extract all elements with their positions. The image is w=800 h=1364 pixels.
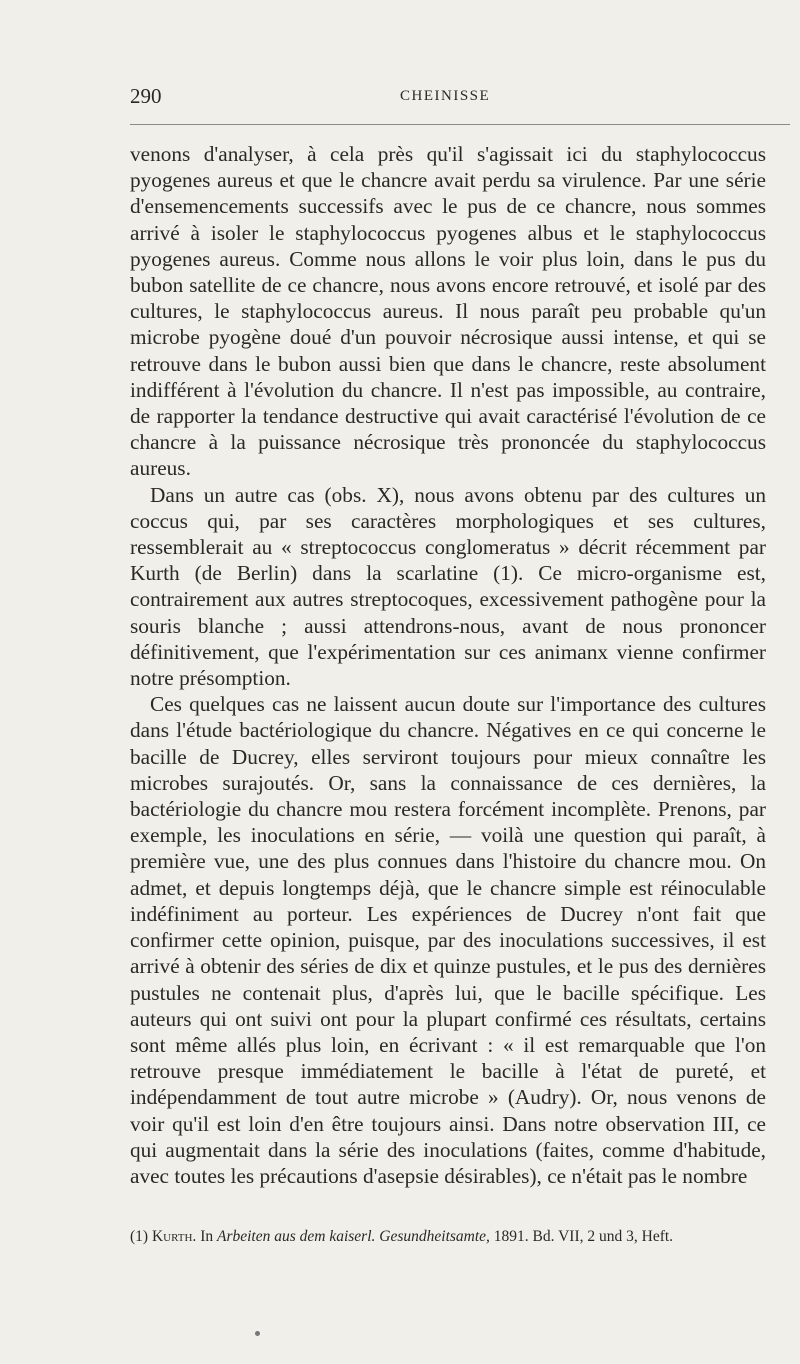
page-number: 290 xyxy=(130,84,162,108)
footnote xyxy=(130,1227,766,1247)
paragraph: venons d'analyser, à cela près qu'il s'agissait ici du staphylococcus pyogenes aureus et que le chancre avait perdu sa virulence. Par une série d'ensemencements successifs avec le pus de ce chancre, nous sommes arrivé à isoler le staphylococcus pyogenes albus et le staphylococcus pyogenes aureus. Comme nous allons le voir plus loin, dans le pus du bubon satellite de ce chancre, nous avons encore retrouvé, et isolé par des cultures, le staphylococcus aureus. Il nous paraît peu probable qu'un microbe pyogène doué d'un pouvoir nécrosique aussi intense, et qui se retrouve dans le bubon aussi bien que dans le chancre, reste absolument indifférent à l'évolution du chancre. Il n'est pas impossible, au contraire, de rapporter la tendance destructive qui avait caractérisé l'évolution de ce chancre à la puissance nécrosique très prononcée du staphylococcus aureus. xyxy=(130,142,766,481)
running-head: CHEINISSE xyxy=(400,88,491,104)
footnote-in: In xyxy=(200,1228,214,1245)
paragraph: Ces quelques cas ne laissent aucun doute sur l'importance des cultures dans l'étude bactériologique du chancre. Négatives en ce qui concerne le bacille de Ducrey, elles serviront toujours pour mieux connaître les microbes surajoutés. Or, sans la connaissance de ces dernières, la bactériologie du chancre mou restera forcément incomplète. Prenons, par exemple, les inoculations en série, — voilà une question qui paraît, à première vue, une des plus connues dans l'histoire du chancre mou. On admet, et depuis longtemps déjà, que le chancre simple est réinoculable indéfiniment au porteur. Les expériences de Ducrey n'ont fait que confirmer cette opinion, puisque, par des inoculations successives, il est arrivé à obtenir des séries de dix et quinze pustules, et le pus des dernières pustules ne contenait plus, d'après lui, que le bacille spécifique. Les auteurs qui ont suivi ont pour la plupart confirmé ces résultats, certains sont même allés plus loin, en écrivant : « il est remarquable que l'on retrouve presque immédiatement le bacille à l'état de pureté, et indépendamment de tout autre microbe » (Audry). Or, nous venons de voir qu'il est loin d'en être toujours ainsi. Dans notre observation III, ce qui augmentait dans la série des inoculations (faites, comme d'habitude, avec toutes les précautions d'asepsie désirables), ce n'était pas le nombre xyxy=(130,692,766,1188)
footnote-author: Kurth. xyxy=(151,1228,197,1245)
page-header xyxy=(130,84,790,114)
header-rule xyxy=(130,124,790,125)
footnote-details: 1891. Bd. VII, 2 und 3, Heft. xyxy=(493,1228,674,1245)
footnote-marker: (1) xyxy=(130,1228,149,1245)
footnote-title: Arbeiten aus dem kaiserl. Gesundheitsamte, xyxy=(216,1228,490,1245)
print-speck xyxy=(255,1331,260,1336)
paragraph: Dans un autre cas (obs. X), nous avons obtenu par des cultures un coccus qui, par ses caractères morphologiques et ses cultures, ressemblerait au « streptococcus conglomeratus » décrit récemment par Kurth (de Berlin) dans la scarlatine (1). Ce micro-organisme est, contrairement aux autres streptocoques, excessivement pathogène pour la souris blanche ; aussi attendrons-nous, avant de nous prononcer définitivement, que l'expérimentation sur ces animanx vienne confirmer notre présomption. xyxy=(130,482,766,691)
body-text xyxy=(130,141,766,1189)
